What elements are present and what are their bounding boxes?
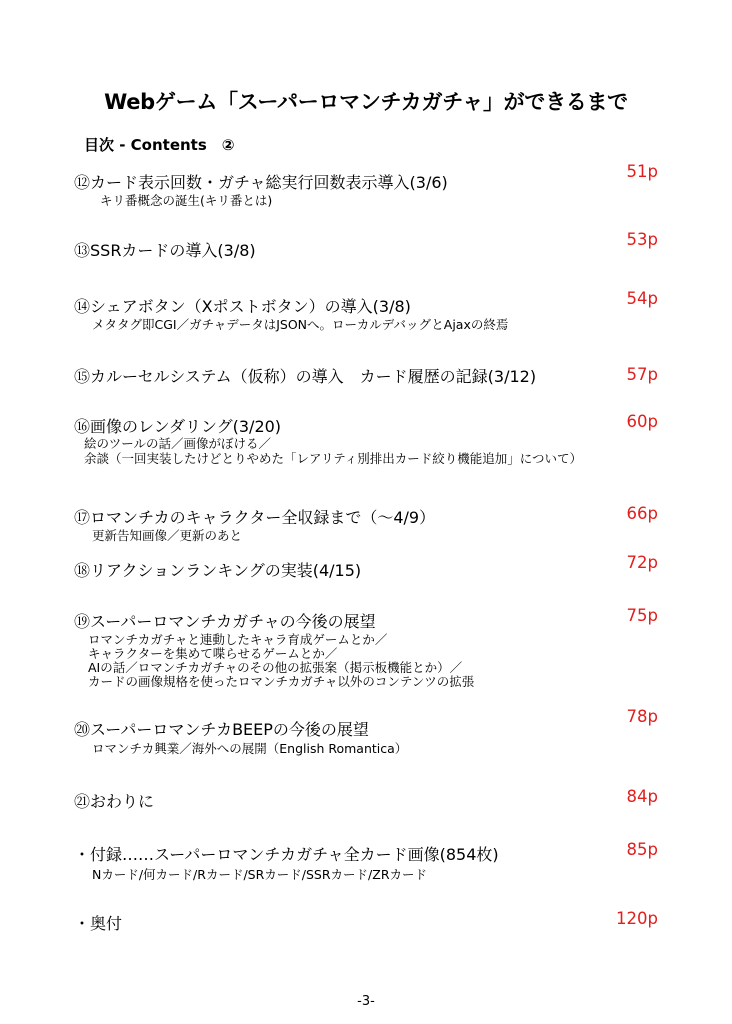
toc-page-colophon[interactable]: 120p	[616, 909, 658, 928]
toc-entry-colophon[interactable]: ・奥付	[74, 914, 123, 933]
toc-note: Nカード/何カード/Rカード/SRカード/SSRカード/ZRカード	[92, 867, 428, 882]
toc-note: 余談（一回実装したけどとりやめた「レアリティ別排出カード絞り機能追加」について）	[84, 451, 583, 466]
toc-page-21[interactable]: 84p	[626, 787, 658, 806]
toc-note: キリ番概念の誕生(キリ番とは)	[100, 193, 273, 208]
toc-page-15[interactable]: 57p	[626, 365, 658, 384]
toc-entry-20[interactable]: ⑳スーパーロマンチカBEEPの今後の展望	[74, 720, 369, 739]
toc-entry-16[interactable]: ⑯画像のレンダリング(3/20)	[74, 417, 282, 436]
toc-page-appendix[interactable]: 85p	[626, 840, 658, 859]
toc-note: ロマンチカ興業／海外への展開（English Romantica）	[92, 741, 408, 756]
toc-note: カードの画像規格を使ったロマンチカガチャ以外のコンテンツの拡張	[88, 674, 475, 689]
toc-note: キャラクターを集めて喋らせるゲームとか／	[88, 646, 338, 661]
page-number-footer: -3-	[357, 994, 375, 1009]
toc-entry-15[interactable]: ⑮カルーセルシステム（仮称）の導入 カード履歴の記録(3/12)	[74, 367, 537, 386]
toc-entry-17[interactable]: ⑰ロマンチカのキャラクター全収録まで（〜4/9）	[74, 508, 436, 527]
toc-page-16[interactable]: 60p	[626, 412, 658, 431]
toc-entry-12[interactable]: ⑫カード表示回数・ガチャ総実行回数表示導入(3/6)	[74, 173, 448, 192]
toc-entry-18[interactable]: ⑱リアクションランキングの実装(4/15)	[74, 561, 362, 580]
toc-page-20[interactable]: 78p	[626, 707, 658, 726]
toc-entry-21[interactable]: ㉑おわりに	[74, 792, 155, 811]
toc-entry-19[interactable]: ⑲スーパーロマンチカガチャの今後の展望	[74, 612, 376, 631]
toc-page-19[interactable]: 75p	[626, 606, 658, 625]
document-title: Webゲーム「スーパーロマンチカガチャ」ができるまで	[104, 90, 628, 114]
toc-note: 更新告知画像／更新のあと	[92, 528, 243, 543]
toc-note: メタタグ即CGI／ガチャデータはJSONへ。ローカルデバッグとAjaxの終焉	[92, 317, 509, 332]
toc-entry-13[interactable]: ⑬SSRカードの導入(3/8)	[74, 241, 256, 260]
contents-subtitle: 目次 - Contents ②	[84, 136, 235, 154]
toc-note: 絵のツールの話／画像がぼける／	[84, 436, 272, 451]
toc-note: AIの話／ロマンチカガチャのその他の拡張案（掲示板機能とか）／	[88, 660, 463, 675]
toc-entry-appendix[interactable]: ・付録……スーパーロマンチカガチャ全カード画像(854枚)	[74, 845, 499, 864]
toc-entry-14[interactable]: ⑭シェアボタン（Xポストボタン）の導入(3/8)	[74, 297, 411, 316]
toc-page-17[interactable]: 66p	[626, 504, 658, 523]
toc-page-18[interactable]: 72p	[626, 553, 658, 572]
toc-page-13[interactable]: 53p	[626, 230, 658, 249]
toc-page-12[interactable]: 51p	[626, 162, 658, 181]
toc-page-14[interactable]: 54p	[626, 289, 658, 308]
toc-note: ロマンチカガチャと連動したキャラ育成ゲームとか／	[88, 632, 388, 647]
